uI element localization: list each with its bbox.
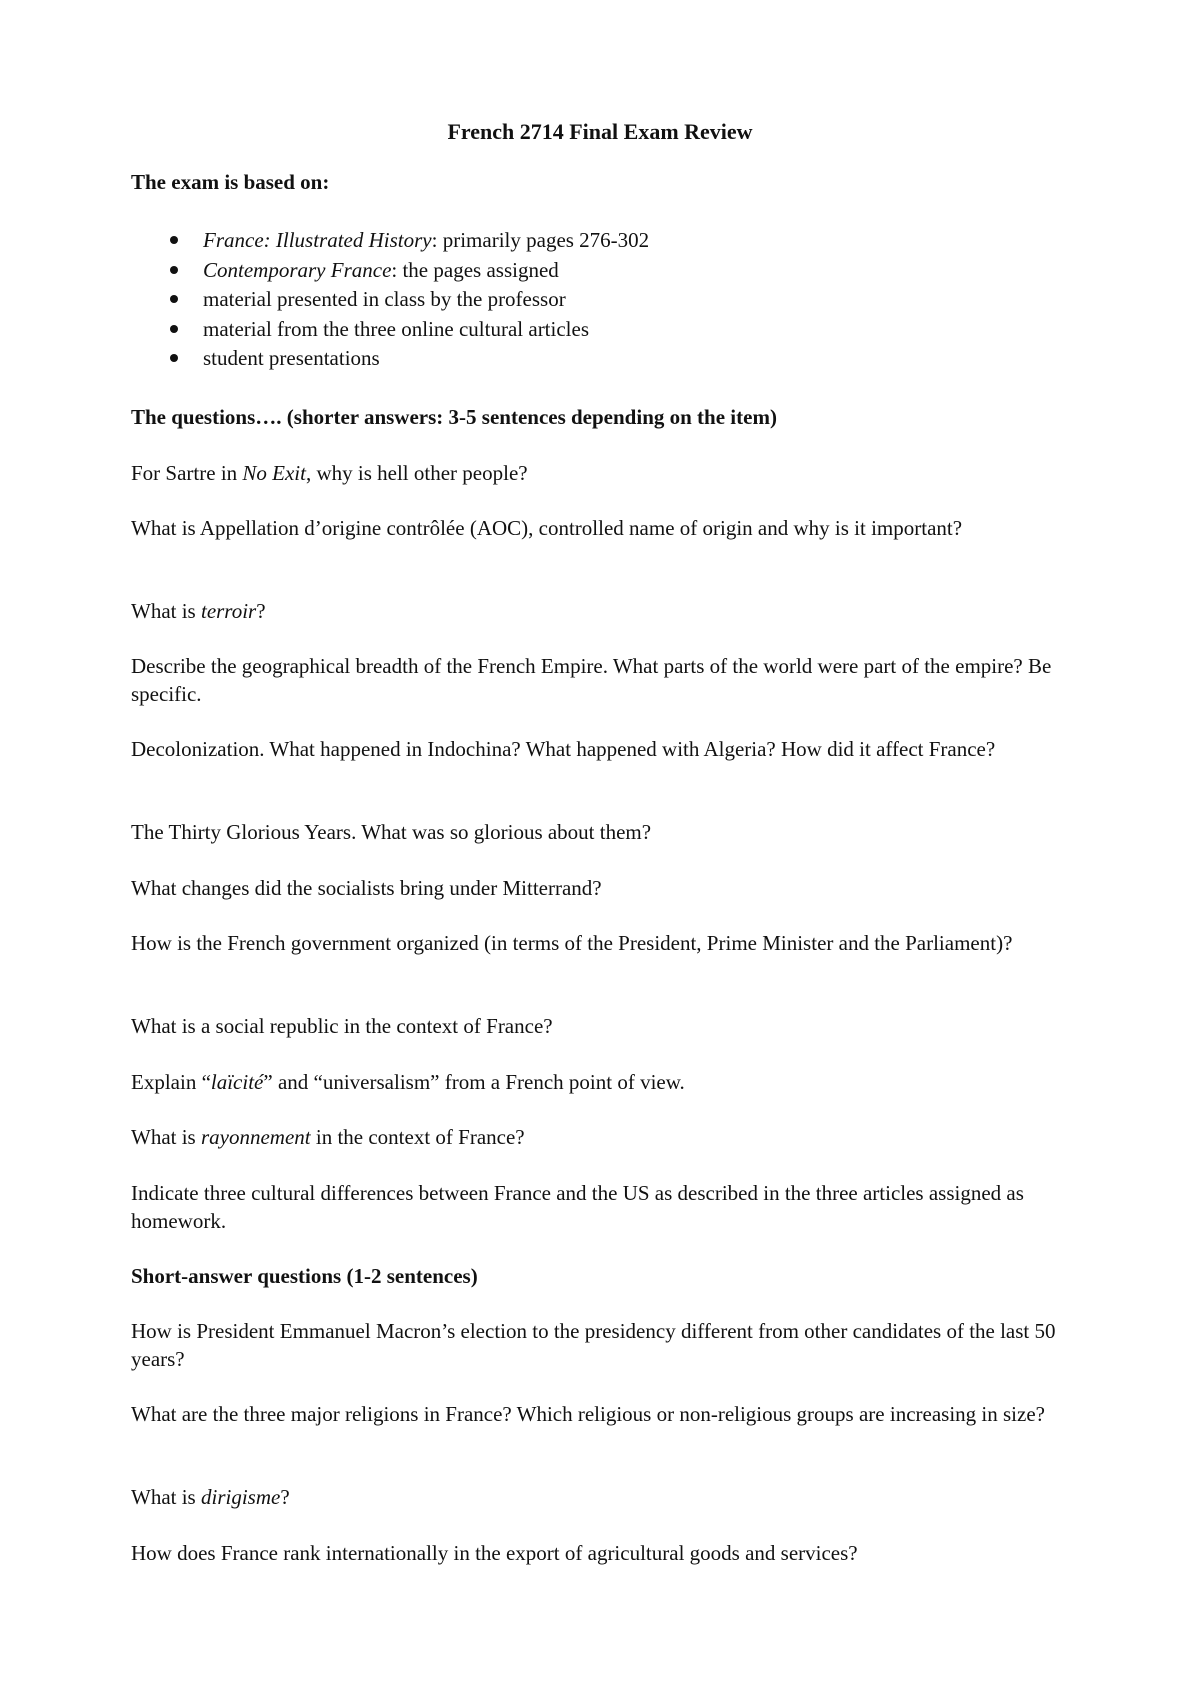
question-rayonnement: What is rayonnement in the context of France? — [131, 1125, 525, 1149]
list-item-text: material presented in class by the professor — [203, 287, 566, 311]
list-item-text: : the pages assigned — [391, 257, 559, 282]
bullet-icon — [170, 325, 178, 333]
question-decolonization: Decolonization. What happened in Indochina? What happened with Algeria? How did it affect France? — [131, 737, 996, 761]
question-sartre: For Sartre in No Exit, why is hell other people? — [131, 461, 528, 485]
exam-basis-list — [131, 226, 1031, 374]
list-item — [131, 256, 1031, 286]
question-social-republic: What is a social republic in the context of France? — [131, 1014, 553, 1038]
question-laicite: Explain “laïcité” and “universalism” from a French point of view. — [131, 1070, 685, 1094]
bullet-icon — [170, 266, 178, 274]
bullet-icon — [170, 354, 178, 362]
list-item — [131, 344, 1031, 374]
document-title: French 2714 Final Exam Review — [447, 119, 753, 144]
short-answer-heading: Short-answer questions (1-2 sentences) — [131, 1264, 478, 1288]
list-item — [131, 315, 1031, 345]
bullet-icon — [170, 236, 178, 244]
question-cultural-differences: Indicate three cultural differences between France and the US as described in the three articles assigned as homework. — [131, 1181, 1024, 1233]
questions-heading: The questions…. (shorter answers: 3-5 sentences depending on the item) — [131, 405, 777, 429]
question-dirigisme: What is dirigisme? — [131, 1485, 290, 1509]
list-item-text: : primarily pages 276-302 — [431, 228, 650, 252]
question-agricultural-exports: How does France rank internationally in the export of agricultural goods and services? — [131, 1541, 858, 1565]
question-terroir: What is terroir? — [131, 599, 266, 623]
list-item — [131, 226, 1031, 256]
bullet-icon — [170, 295, 178, 303]
question-religions: What are the three major religions in France? Which religious or non-religious groups are increasing in size? — [131, 1402, 1045, 1426]
list-item — [131, 285, 1031, 315]
list-item-text: student presentations — [203, 346, 380, 370]
book-title: Contemporary France — [203, 257, 392, 282]
question-aoc: What is Appellation d’origine contrôlée (AOC), controlled name of origin and why is it important? — [131, 516, 963, 540]
question-thirty-glorious-years: The Thirty Glorious Years. What was so glorious about them? — [131, 820, 652, 844]
exam-basis-heading: The exam is based on: — [131, 170, 330, 194]
book-title: France: Illustrated History — [203, 228, 432, 252]
question-macron: How is President Emmanuel Macron’s election to the presidency different from other candidates of the last 50 years? — [131, 1319, 1056, 1371]
question-french-empire: Describe the geographical breadth of the French Empire. What parts of the world were part of the empire? Be specific. — [131, 654, 1052, 706]
question-mitterrand: What changes did the socialists bring under Mitterrand? — [131, 876, 602, 900]
question-government: How is the French government organized (in terms of the President, Prime Minister and the Parliament)? — [131, 931, 1013, 955]
list-item-text: material from the three online cultural articles — [203, 316, 589, 341]
